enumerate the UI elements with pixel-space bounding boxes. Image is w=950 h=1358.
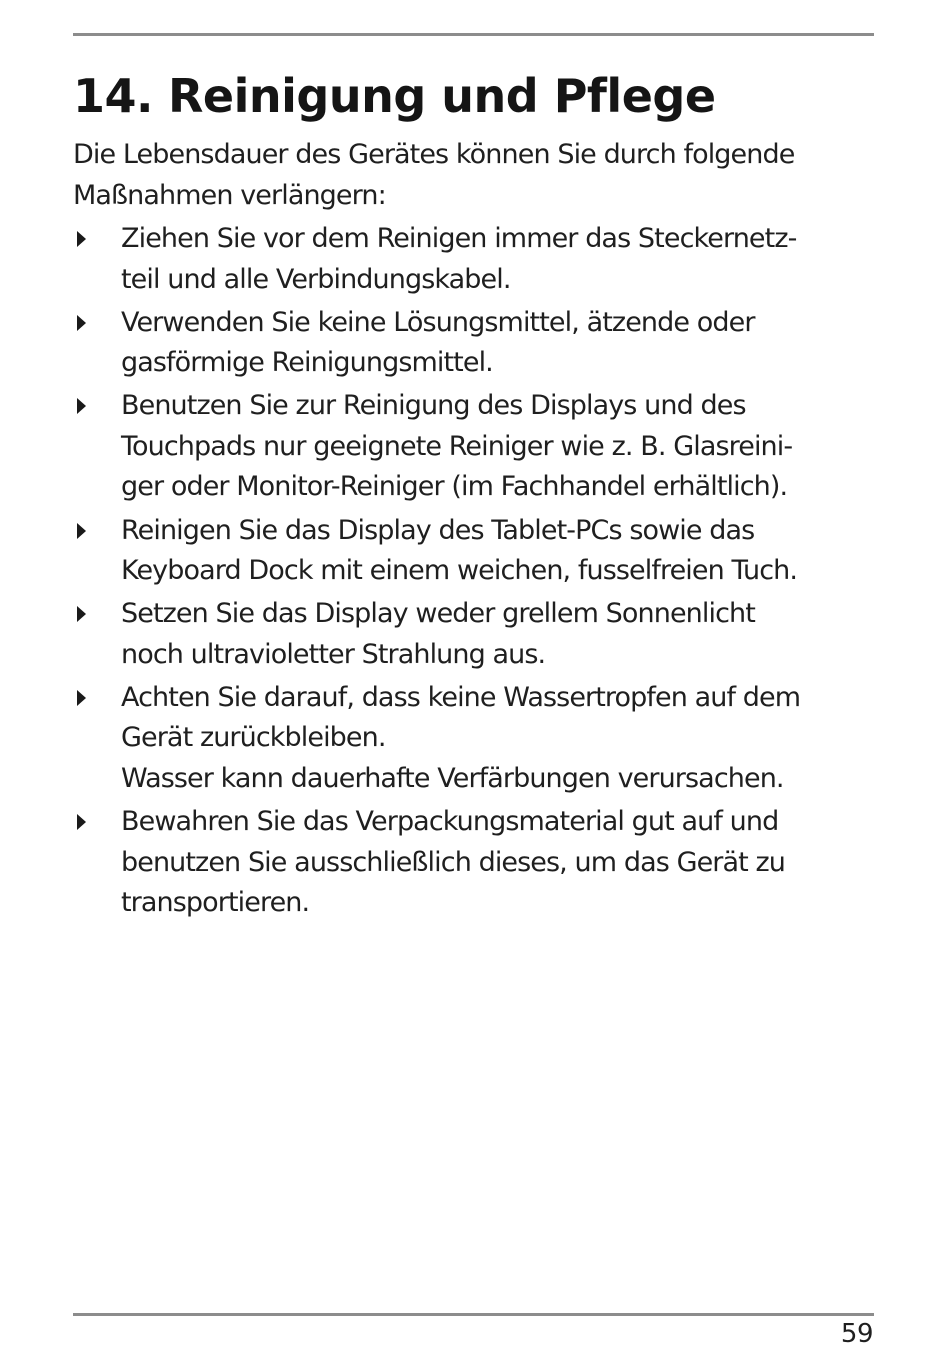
list-item-line: Achten Sie darauf, dass keine Wassertropfen auf dem [121,681,801,713]
list-item-line: teil und alle Verbindungskabel. [121,263,511,295]
list-item-line: gasförmige Reinigungsmittel. [121,347,493,379]
intro-line: Maßnahmen verlängern: [73,179,386,211]
list-item-line: noch ultravioletter Strahlung aus. [121,638,546,670]
triangle-right-icon [77,315,86,331]
list-item-line: Bewahren Sie das Verpackungsmaterial gut auf und [121,806,779,838]
list-item-line: Gerät zurückbleiben. [121,722,386,754]
list-item-line: ger oder Monitor-Reiniger (im Fachhandel erhältlich). [121,471,788,503]
list-item [73,303,873,384]
list-item-line: Setzen Sie das Display weder grellem Sonnenlicht [121,598,755,630]
list-item [73,802,873,924]
list-item [73,511,873,592]
triangle-right-icon [77,231,86,247]
section-number: 14. [73,69,153,123]
intro-paragraph [73,135,873,216]
list-item-line: Touchpads nur geeignete Reiniger wie z. B. Glasreini- [121,430,793,462]
list-item [73,678,873,800]
triangle-right-icon [77,398,86,414]
section-body [73,135,873,926]
list-item-line: Benutzen Sie zur Reinigung des Displays und des [121,390,746,422]
triangle-right-icon [77,606,86,622]
triangle-right-icon [77,814,86,830]
list-item-line: Verwenden Sie keine Lösungsmittel, ätzende oder [121,306,755,338]
list-item-line: Keyboard Dock mit einem weichen, fusselfreien Tuch. [121,555,798,587]
list-item-line: Ziehen Sie vor dem Reinigen immer das Steckernetz- [121,223,797,254]
list-item-line: transportieren. [121,887,310,919]
list-item-line: benutzen Sie ausschließlich dieses, um das Gerät zu [121,846,786,878]
list-item [73,594,873,675]
section-heading [73,66,716,126]
triangle-right-icon [77,690,86,706]
list-item-line: Reinigen Sie das Display des Tablet-PCs sowie das [121,514,755,546]
list-item [73,386,873,508]
top-rule [73,33,874,36]
bottom-rule [73,1313,874,1316]
intro-line: Die Lebensdauer des Gerätes können Sie durch folgende [73,139,795,170]
care-instructions-list [73,219,873,924]
triangle-right-icon [77,523,86,539]
section-title: Reinigung und Pflege [168,69,716,123]
list-item-line: Wasser kann dauerhafte Verfärbungen verursachen. [121,762,784,794]
page-number: 59 [840,1319,873,1349]
list-item [73,219,873,300]
